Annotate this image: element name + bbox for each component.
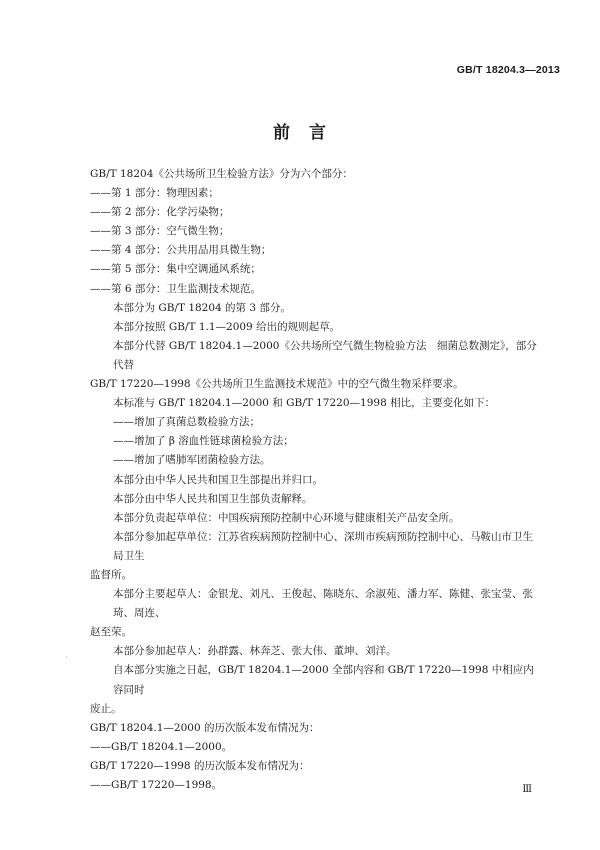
list-item: ——GB/T 17220—1998。 — [90, 779, 223, 791]
list-item: ——第 2 部分：化学污染物； — [90, 206, 230, 219]
paragraph: 本部分负责起草单位：中国疾病预防控制中心环境与健康相关产品安全所。 — [113, 511, 460, 524]
paragraph-continuation: 监督所。 — [90, 568, 132, 581]
paragraph: 本部分按照 GB/T 1.1—2009 给出的规则起草。 — [113, 320, 341, 333]
paragraph: GB/T 18204《公共场所卫生检验方法》分为六个部分： — [90, 168, 353, 180]
paragraph: 本部分参加起草人：孙群露、林奔芝、张大伟、董坤、刘洋。 — [113, 645, 397, 658]
paragraph-continuation: 赵至荣。 — [90, 626, 132, 639]
paragraph: 自本部分实施之日起，GB/T 18204.1—2000 全部内容和 GB/T 17220—1998 中相应内容同时 — [113, 664, 534, 696]
paragraph-continuation: 废止。 — [90, 702, 122, 715]
paragraph: 本部分参加起草单位：江苏省疾病预防控制中心、深圳市疾病预防控制中心、马鞍山市卫生局卫生 — [113, 530, 533, 562]
list-item: ——增加了真菌总数检验方法； — [113, 416, 260, 429]
list-item: ——第 4 部分：公共用品用具微生物； — [90, 244, 272, 257]
paragraph-continuation: GB/T 17220—1998《公共场所卫生监测技术规范》中的空气微生物采样要求。 — [90, 378, 464, 391]
paragraph: GB/T 17220—1998 的历次版本发布情况为： — [90, 759, 310, 772]
paragraph: 本标准与 GB/T 18204.1—2000 和 GB/T 17220—1998 相比，主要变化如下： — [113, 397, 496, 410]
paragraph: 本部分为 GB/T 18204 的第 3 部分。 — [113, 301, 291, 314]
list-item: ——第 1 部分：物理因素； — [90, 187, 219, 200]
list-item: ——增加了嗜肺军团菌检验方法。 — [113, 454, 271, 467]
paragraph: 本部分由中华人民共和国卫生部提出并归口。 — [113, 473, 323, 486]
paragraph: 本部分由中华人民共和国卫生部负责解释。 — [113, 492, 313, 505]
paragraph: GB/T 18204.1—2000 的历次版本发布情况为： — [90, 721, 320, 734]
page-number: Ⅲ — [522, 784, 532, 795]
standard-code-header: GB/T 18204.3—2013 — [456, 64, 560, 76]
list-item: ——GB/T 18204.1—2000。 — [90, 740, 233, 753]
paragraph: 本部分代替 GB/T 18204.1—2000《公共场所空气微生物检验方法 细菌总数测定》，部分代替 — [113, 339, 537, 371]
list-item: ——第 5 部分：集中空调通风系统； — [90, 263, 261, 276]
preface-body — [90, 165, 543, 795]
page-title: 前 言 — [273, 123, 327, 143]
list-item: ——增加了 β 溶血性链球菌检验方法； — [113, 435, 294, 448]
paragraph: 本部分主要起草人：金银龙、刘凡、王俊起、陈晓东、余淑苑、潘力军、陈健、张宝莹、张琦、周连、 — [113, 588, 533, 620]
list-item: ——第 3 部分：空气微生物； — [90, 225, 230, 238]
list-item: ——第 6 部分：卫生监测技术规范。 — [90, 282, 261, 295]
scan-speck — [66, 656, 67, 657]
